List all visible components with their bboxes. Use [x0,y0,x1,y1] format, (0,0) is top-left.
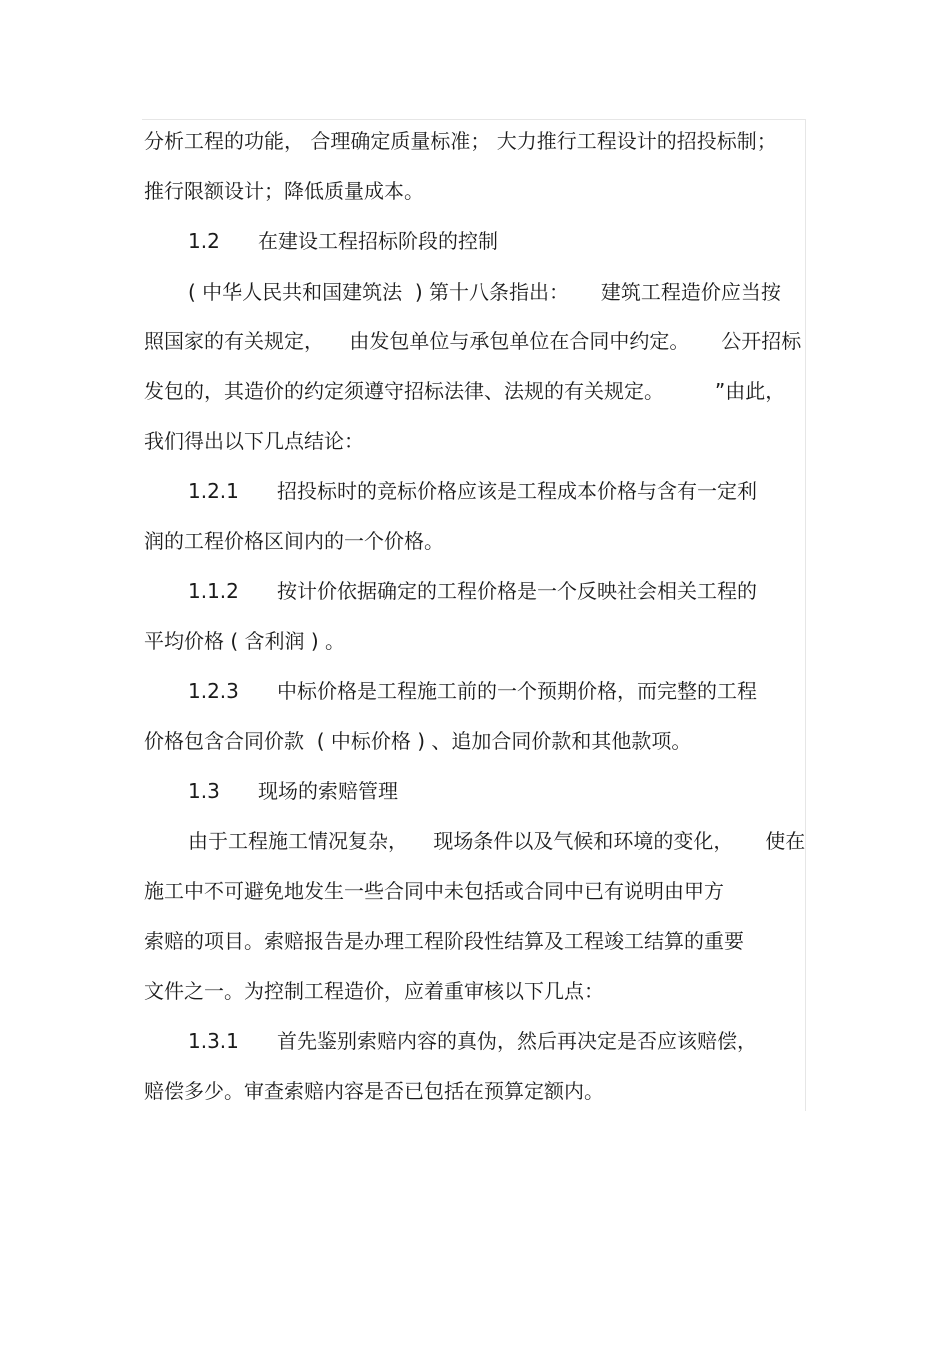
text-line: 文件之一。为控制工程造价，应着重审核以下几点： [144,979,604,1003]
text-line: 我们得出以下几点结论： [144,429,364,453]
subsection-line: 1.3.1 首先鉴别索赔内容的真伪，然后再决定是否应该赔偿， [188,1029,758,1053]
text-line: 索赔的项目。索赔报告是办理工程阶段性结算及工程竣工结算的重要 [144,929,744,953]
text-line: 推行限额设计；降低质量成本。 [144,179,424,203]
text-line: 赔偿多少。审查索赔内容是否已包括在预算定额内。 [144,1079,604,1103]
text-line: 施工中不可避免地发生一些合同中未包括或合同中已有说明由甲方 [144,879,724,903]
text-line: 润的工程价格区间内的一个价格。 [144,529,444,553]
page-border [142,119,806,1111]
text-line: 价格包含合同价款 ( 中标价格 ) 、追加合同价款和其他款项。 [144,729,692,753]
text-line: 平均价格 ( 含利润 ) 。 [144,629,346,653]
subsection-line: 1.2.3 中标价格是工程施工前的一个预期价格，而完整的工程 [188,679,758,703]
subsection-line: 1.2.1 招投标时的竞标价格应该是工程成本价格与含有一定利 [188,479,758,503]
text-line: 发包的，其造价的约定须遵守招标法律、法规的有关规定。 ”由此， [144,379,786,403]
text-line: 由于工程施工情况复杂， 现场条件以及气候和环境的变化， 使在 [188,829,806,853]
text-line: ( 中华人民共和国建筑法 ) 第十八条指出： 建筑工程造价应当按 [188,280,781,304]
section-heading: 1.3 现场的索赔管理 [188,779,398,803]
text-line: 照国家的有关规定， 由发包单位与承包单位在合同中约定。 公开招标 [144,329,802,353]
subsection-line: 1.1.2 按计价依据确定的工程价格是一个反映社会相关工程的 [188,579,758,603]
section-heading: 1.2 在建设工程招标阶段的控制 [188,229,498,253]
text-line: 分析工程的功能， 合理确定质量标准； 大力推行工程设计的招投标制； [144,129,777,153]
